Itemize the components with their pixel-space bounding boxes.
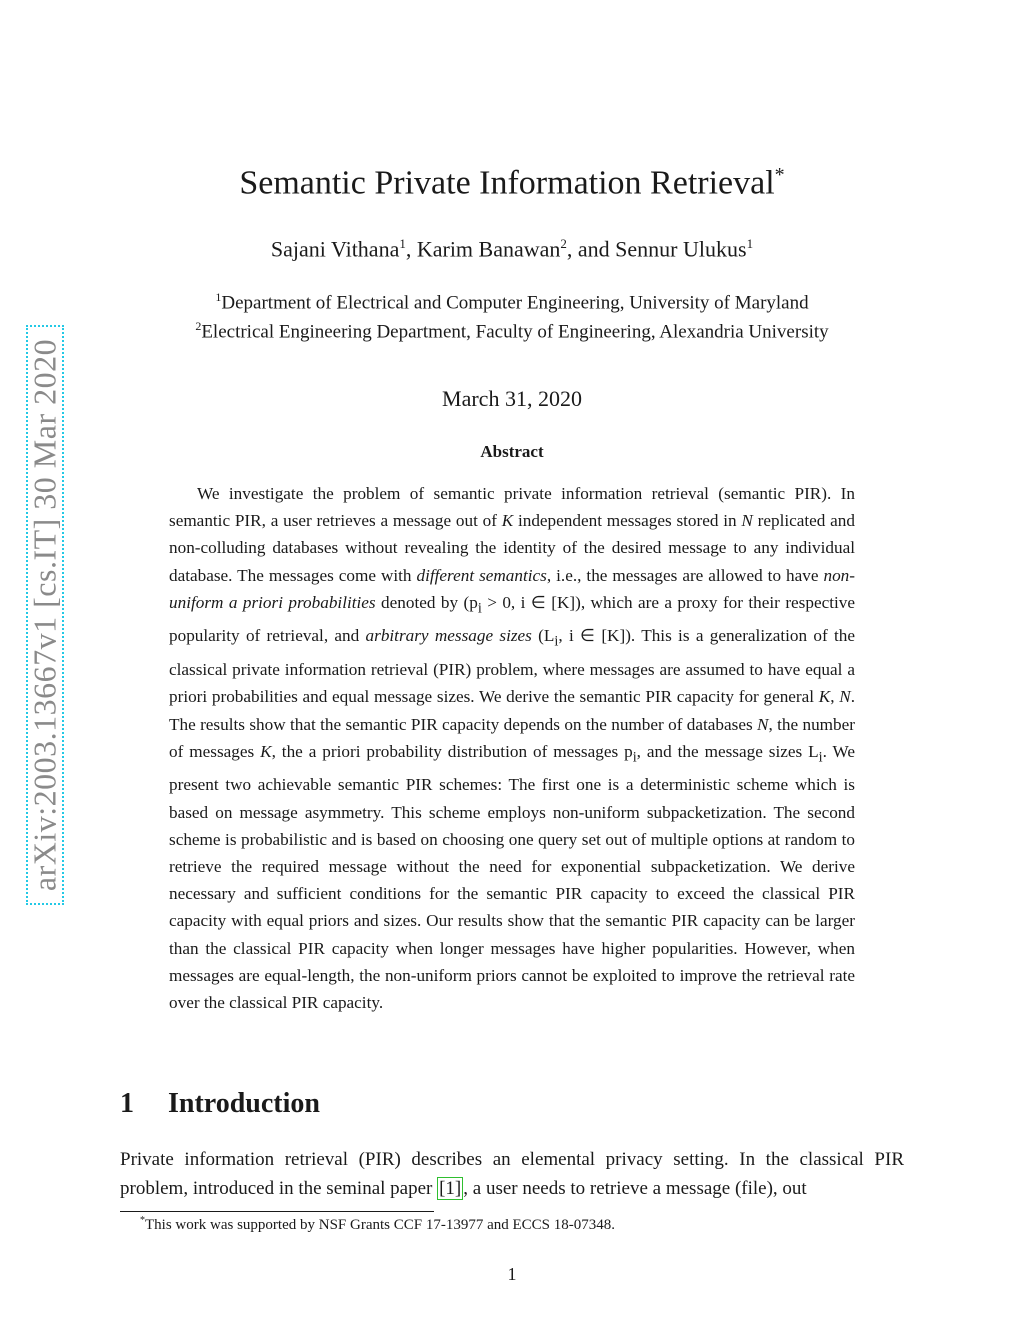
abstract-text: , i.e., the messages are allowed to have xyxy=(546,565,824,585)
intro-text: Private information retrieval (PIR) describes an elemental privacy setting. In the classical PIR problem, introduced in the seminal paper xyxy=(120,1149,904,1199)
affiliation-2 xyxy=(0,319,1024,343)
emphasis: arbitrary message sizes xyxy=(365,626,532,646)
author-list xyxy=(0,236,1024,262)
abstract-text: independent messages stored in xyxy=(513,511,742,531)
math-var: N xyxy=(757,714,769,734)
abstract-heading: Abstract xyxy=(480,442,544,461)
math-var: K xyxy=(818,687,831,707)
paper-date: March 31, 2020 xyxy=(442,386,582,411)
abstract-text: , xyxy=(830,687,840,707)
section-heading xyxy=(120,1088,320,1120)
abstract-body xyxy=(169,480,855,1016)
affiliation-text: Department of Electrical and Computer Engineering, University of Maryland xyxy=(221,292,809,314)
math-var: K xyxy=(501,511,514,531)
emphasis: non-uniform a priori probabilities xyxy=(169,565,855,612)
author-name: Sennur Ulukus xyxy=(615,236,747,262)
arxiv-stamp xyxy=(26,325,64,905)
author-affiliation-mark: 1 xyxy=(746,236,754,251)
affiliation-1 xyxy=(0,290,1024,314)
affiliation-text: Electrical Engineering Department, Faculty of Engineering, Alexandria University xyxy=(201,321,829,343)
section-title: Introduction xyxy=(168,1088,320,1119)
footnote-mark: * xyxy=(140,1215,145,1226)
intro-paragraph xyxy=(120,1145,904,1203)
math-var: N xyxy=(741,511,753,531)
abstract-text: > 0, i ∈ [K]), which are a proxy for their respective popularity of retrieval, and xyxy=(169,592,855,646)
math-subscript: i xyxy=(477,600,482,617)
author-name: Sajani Vithana xyxy=(270,236,400,262)
footnote-rule xyxy=(120,1211,434,1212)
math-subscript: i xyxy=(632,749,637,766)
math-subscript: i xyxy=(554,633,559,650)
abstract-text: We investigate the problem of semantic private information retrieval (semantic PIR). In semantic PIR, a user retrieves a message out of xyxy=(169,484,855,531)
author-name: Karim Banawan xyxy=(416,236,561,262)
affiliation-mark: 2 xyxy=(195,319,202,333)
abstract-text: denoted by (p xyxy=(375,592,478,612)
intro-text: , a user needs to retrieve a message (file), out xyxy=(463,1178,807,1199)
title-text: Semantic Private Information Retrieval xyxy=(239,164,775,202)
abstract-text: . The results show that the semantic PIR capacity depends on the number of databases xyxy=(169,687,856,734)
affiliation-mark: 1 xyxy=(215,290,222,304)
author-separator: , xyxy=(405,236,417,262)
abstract-text: (L xyxy=(531,626,555,646)
page-number: 1 xyxy=(507,1264,517,1284)
title-footnote-mark: * xyxy=(774,164,785,186)
author-affiliation-mark: 1 xyxy=(399,236,406,251)
abstract-text: replicated and non-colluding databases without revealing the identity of the desired message to any individual database. The messages come with xyxy=(169,511,855,585)
paper-title xyxy=(0,164,1024,202)
footnote-text: This work was supported by NSF Grants CCF 17-13977 and ECCS 18-07348. xyxy=(145,1217,616,1233)
author-separator: , and xyxy=(566,236,616,262)
abstract-text: , and the message sizes L xyxy=(636,741,819,761)
math-subscript: i xyxy=(818,749,823,766)
section-number: 1 xyxy=(120,1088,134,1119)
abstract-text: , i ∈ [K]). This is a generalization of the classical private information retrieval (PIR) problem, where messages are assumed to have equal a priori probabilities and equal message sizes. We derive the semantic PIR capacity for general xyxy=(169,626,855,707)
author-affiliation-mark: 2 xyxy=(560,236,567,251)
arxiv-id: arXiv:2003.13667v1 [cs.IT] 30 Mar 2020 xyxy=(26,338,63,892)
emphasis: different semantics xyxy=(416,565,547,585)
footnote xyxy=(140,1215,615,1234)
math-var: N xyxy=(839,687,851,707)
citation-link[interactable]: [1] xyxy=(439,1178,462,1199)
abstract-text: , the a priori probability distribution of messages p xyxy=(271,741,633,761)
math-var: K xyxy=(260,741,272,761)
abstract-text: . We present two achievable semantic PIR schemes: The first one is a deterministic scheme which is based on message asymmetry. This scheme employs non-uniform subpacketization. The second scheme is probabilistic and is based on choosing one query set out of multiple options at random to retrieve the required message without the need for exponential subpacketization. We derive necessary and sufficient conditions for the semantic PIR capacity to exceed the classical PIR capacity with equal priors and sizes. Our results show that the semantic PIR capacity can be larger than the classical PIR capacity when longer messages have higher popularities. However, when messages are equal-length, the non-uniform priors cannot be exploited to improve the retrieval rate over the classical PIR capacity. xyxy=(169,741,855,1012)
abstract-text: , the number of messages xyxy=(169,714,855,761)
